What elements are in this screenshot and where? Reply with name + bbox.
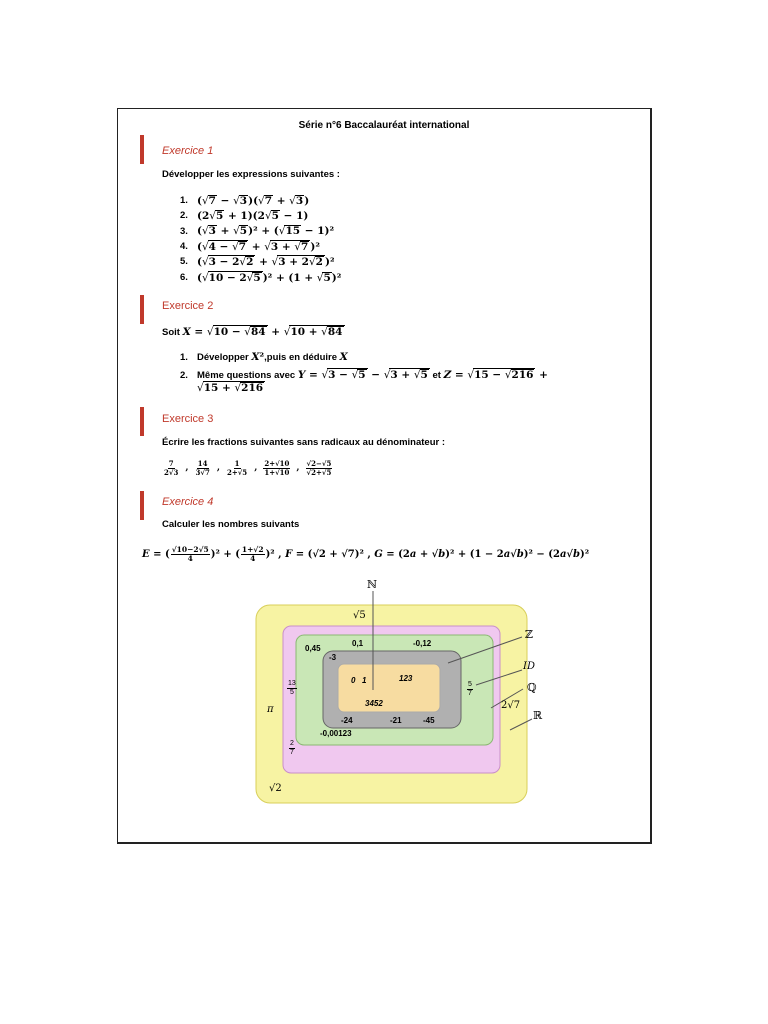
exercise-2-heading: Exercice 2 [162, 300, 214, 312]
exercise-3-heading: Exercice 3 [162, 413, 214, 425]
exercise-3-fractions: $\frac{7}{2√3}$ , $\frac{14}{3√7}$ , $\frac{1}{2+√5}$ , $\frac{2+√10}{1+√10}$ , $\frac{√2-√5}{√2+√5}$ [164, 459, 332, 477]
decimals-label: ID [523, 661, 535, 672]
math-expression: (√ 7 − √ 3)(√ 7 + √ 3) [197, 195, 309, 207]
worksheet-page [117, 108, 652, 844]
real-value: √2 [269, 783, 282, 794]
natural-value: 0 [351, 676, 356, 685]
math-expression: (2√ 5 + 1)(2√ 5 − 1) [197, 210, 308, 222]
exercise-4-marker [140, 491, 144, 520]
decimal-value: -0,12 [413, 639, 432, 648]
fraction: $\frac{7}{2√3}$ [164, 459, 179, 477]
list-item: 6. (√ 10 − 2√ 5 )² + (1 + √ 5)² [180, 269, 341, 284]
natural-value: 1 [362, 676, 367, 685]
real-value: π [267, 704, 274, 715]
reals-label: ℝ [533, 709, 543, 722]
rationals-label: ℚ [527, 681, 537, 694]
rational-value: $\frac{2}{7}$ [290, 740, 294, 756]
fraction: $\frac{2+√10}{1+√10}$ [264, 459, 290, 477]
exercise-1-list [180, 193, 341, 285]
exercise-3-marker [140, 407, 144, 436]
diagram-shapes [255, 578, 555, 808]
exercise-4-instruction: Calculer les nombres suivants [162, 519, 300, 530]
exercise-2-marker [140, 295, 144, 324]
list-item: 2. (2√ 5 + 1)(2√ 5 − 1) [180, 208, 341, 223]
exercise-4-expressions: E = ( $\frac{√10-2√5}{4}$ )² + ( $\frac{1+√2}{4}$ )² , F = (√2 + √7)² , G = (2 a + √ b )² + (1 − 2 a √ b )² − (2 a √ b )² [142, 545, 590, 564]
integer-value: -21 [390, 716, 402, 725]
rational-value: $\frac{5}{7}$ [468, 681, 472, 697]
number-sets-diagram [255, 578, 555, 808]
integer-value: -24 [341, 716, 353, 725]
list-item: 1. (√ 7 − √ 3)(√ 7 + √ 3) [180, 193, 341, 208]
exercise-1-heading: Exercice 1 [162, 145, 214, 157]
fraction: $\frac{√2-√5}{√2+√5}$ [306, 459, 332, 477]
real-value: √5 [353, 610, 366, 621]
decimal-value: -0,00123 [320, 729, 352, 738]
integers-label: ℤ [525, 628, 534, 641]
decimal-value: 0,1 [352, 639, 364, 648]
naturals-region [338, 664, 440, 712]
exercise-2-question-2: 2. Même questions avec Y = √ 3 − √ 5 − √ 3 + √ 5 et Z = √ 15 − √ 216 + √ 15 + √ 216 [180, 368, 620, 394]
rational-value: $\frac{13}{5}$ [288, 680, 296, 696]
exercise-1-marker [140, 135, 144, 164]
list-item: 4. (√ 4 − √ 7 + √ 3 + √ 7 )² [180, 239, 341, 254]
exercise-1-instruction: Développer les expressions suivantes : [162, 169, 340, 180]
fraction: $\frac{1}{2+√5}$ [226, 459, 248, 477]
real-value: 2√7 [501, 700, 521, 711]
natural-value: 3452 [365, 699, 383, 708]
exercise-2-statement: Soit X = √ 10 − √ 84 + √ 10 + √ 84 [162, 325, 345, 338]
math-expression: (√ 10 − 2√ 5 )² + (1 + √ 5)² [197, 271, 341, 284]
page-title: Série n°6 Baccalauréat international [298, 120, 470, 131]
decimal-value: 0,45 [305, 644, 321, 653]
math-expression: (√ 3 − 2√ 2 + √ 3 + 2√ 2 )² [197, 255, 335, 268]
list-item: 3. (√ 3 + √ 5)² + (√ 15 − 1)² [180, 224, 341, 239]
naturals-label: ℕ [367, 578, 378, 591]
integer-value: -3 [329, 653, 337, 662]
math-expression: (√ 3 + √ 5)² + (√ 15 − 1)² [197, 225, 334, 237]
natural-value: 123 [399, 674, 413, 683]
fraction: $\frac{14}{3√7}$ [195, 459, 210, 477]
exercise-4-heading: Exercice 4 [162, 496, 214, 508]
integer-value: -45 [423, 716, 435, 725]
math-expression: (√ 4 − √ 7 + √ 3 + √ 7 )² [197, 240, 320, 253]
exercise-3-instruction: Écrire les fractions suivantes sans radicaux au dénominateur : [162, 437, 445, 448]
exercise-2-question-1: 1. Développer X²,puis en déduire X [180, 351, 348, 363]
list-item: 5. (√ 3 − 2√ 2 + √ 3 + 2√ 2 )² [180, 254, 341, 269]
